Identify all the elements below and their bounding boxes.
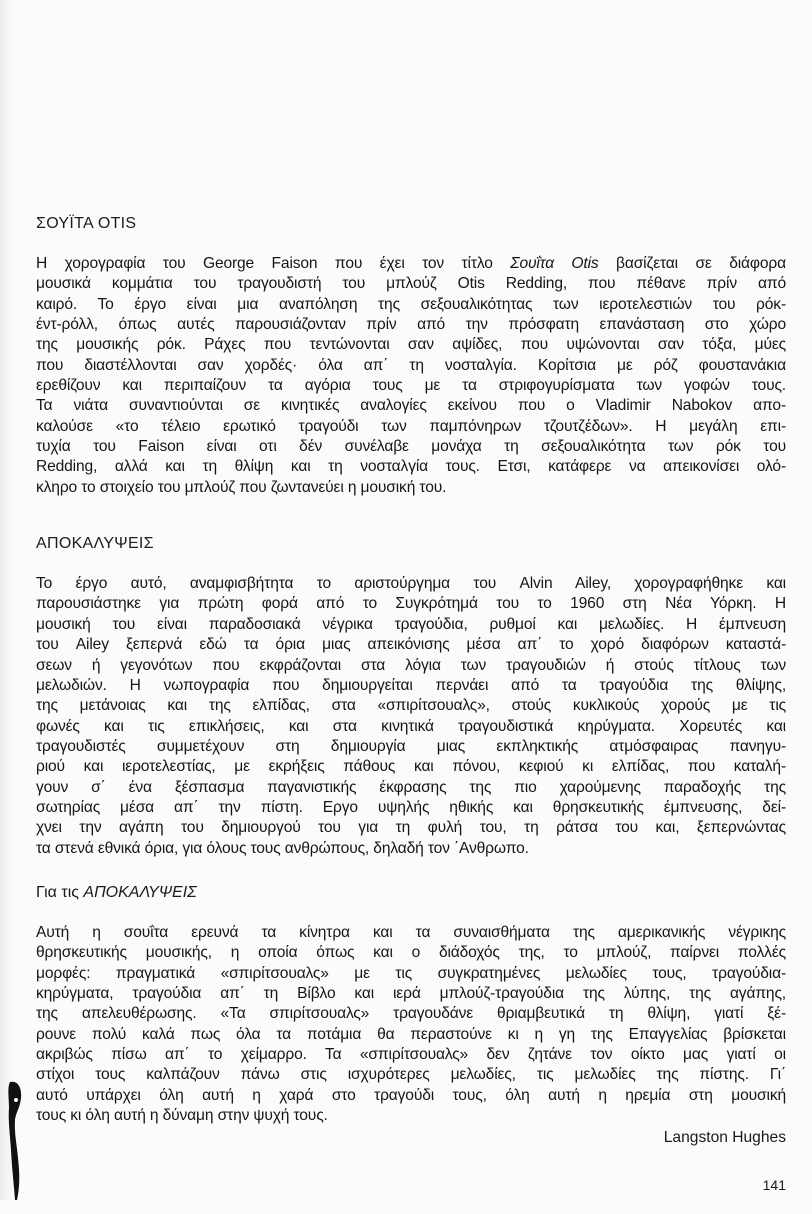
subsection-heading-gia-tis-apokalypseis (36, 883, 786, 903)
text-line: της απελευθέρωσης. «Τα σπιρίτσουαλς» τραγουδάνε θριαμβευτικά τη θλίψη, γιατί ξέ- (36, 1005, 786, 1023)
work-title-italic: Σουΐτα Otis (510, 255, 599, 272)
paragraph-apokalypseis (36, 574, 786, 859)
text-line: μορφές: πραγματικά «σπιρίτσουαλς» με τις συγκρατημένες μελωδίες τους, τραγούδια- (36, 964, 786, 982)
text-line: θρησκευτικής μουσικής, η οποία όπως και ο διάδοχός της, το μπλούζ, παίρνει πολλές (36, 944, 786, 962)
text-fragment: Η χορογραφία του George Faison που έχει τον τίτλο (36, 255, 511, 272)
text-line: παρουσιάστηκε για πρώτη φορά από το Συγκρότημά του το 1960 στη Νέα Υόρκη. Η (36, 595, 786, 613)
quote-attribution: Langston Hughes (663, 1129, 786, 1147)
text-line: ρουνε πολύ καλά πως όλα τα ποτάμια θα περαστούνε κι η γη της Επαγγελίας βρίσκεται (36, 1025, 786, 1043)
text-line: καλούσε «το τέλειο ερωτικό τραγούδι των παμπόνηρων τζουτζέδων». Η μεγάλη επι- (36, 417, 786, 435)
text-line: σεων ή γεγονότων που εκφράζονται στα λόγια των τραγουδιών ή στούς τίτλους των (36, 656, 786, 674)
text-line: Αυτή η σουΐτα ερευνά τα κίνητρα και τα συναισθήματα της αμερικανικής νέγρικης (36, 923, 786, 941)
text-line: τα στενά εθνικά όρια, για όλους τους ανθρώπους, δηλαδή τον ΄Ανθρωπο. (36, 839, 529, 857)
text-line: της μετάνοιας και της ελπίδας, στα «σπιρίτσουαλς», στούς κυκλικούς χορούς με τις (36, 697, 786, 715)
text-line: μουσικά κομμάτια του τραγουδιστή του μπλούζ Otis Redding, που πέθανε πρίν από (36, 275, 786, 293)
text-line: αυτό υπάρχει όλη αυτή η χαρά στο τραγούδι τους, όλη αυτή η ηρεμία στη μουσική (36, 1086, 786, 1104)
text-line: ριού και ιεροτελεστίας, με εκρήξεις πάθους και πόνου, κεφιού κι ελπίδας, που καταλή- (36, 758, 786, 776)
text-line: κηρύγματα, τραγούδια απ΄ τη Βίβλο και ιερά μπλούζ-τραγούδια της λύπης, της αγάπης, (36, 984, 786, 1002)
text-line: Τα νιάτα συναντιούνται σε κινητικές αναλογίες εκείνου που ο Vladimir Nabokov απο- (36, 397, 786, 415)
paragraph-souita-otis (36, 254, 786, 498)
text-line: στίχοι τους καλπάζουν πάνω στις ισχυρότερες μελωδίες, τις μελωδίες της πίστης. Γι΄ (36, 1066, 786, 1084)
text-line: έντ-ρόλλ, όπως αυτές παρουσιάζονταν πρίν από την πρόσφατη επανάσταση στο χώρο (36, 316, 786, 334)
document-body (36, 0, 786, 1214)
paragraph-langston-hughes-quote (36, 923, 786, 1126)
text-line: τους κι όλη αυτή η δύναμη στην ψυχή τους. (36, 1107, 328, 1125)
text-line: σωτηρίας μέσα απ΄ την πίστη. Εργο υψηλής ηθικής και θρησκευτικής έμπνευσης, δεί- (36, 798, 786, 816)
subsection-heading-prefix: Για τις (36, 883, 84, 901)
text-line: Το έργο αυτό, αναμφισβήτητα το αριστούργημα του Alvin Ailey, χορογραφήθηκε και (36, 575, 786, 593)
text-fragment: βασίζεται σε διάφορα (598, 255, 786, 272)
text-line: φωνές και τις επικλήσεις, και στα κινητικά τραγουδιστικά κηρύγματα. Χορευτές και (36, 717, 786, 735)
text-line: μουσική του είναι παραδοσιακά νέγρικα τραγούδια, ρυθμοί και μελωδίες. Η έμπνευση (36, 615, 786, 633)
section-heading-apokalypseis: ΑΠΟΚΑΛΥΨΕΙΣ (36, 535, 154, 553)
text-line: μελωδιών. Η νωπογραφία που δημιουργείται περνάει από τα τραγούδια της θλίψης, (36, 676, 786, 694)
text-line: ακριβώς πίσω απ΄ το χείμαρρο. Τα «σπιρίτσουαλς» δεν ζητάνε τον οίκτο μας γιατί οι (36, 1046, 786, 1063)
text-line: που διαστέλλονται σαν χορδές· όλα απ΄ τη νοσταλγία. Κορίτσια με ρόζ φουστανάκια (36, 356, 786, 374)
text-line: καιρό. Το έργο είναι μια αναπόληση της σεξουαλικότητας των ιεροτελεστιών του ρόκ- (36, 295, 786, 313)
subsection-heading-title: ΑΠΟΚΑΛΥΨΕΙΣ (83, 883, 197, 901)
text-line: της μουσικής ρόκ. Ράχες που τεντώνονται σαν αψίδες, που υψώνονται σαν τόξα, μύες (36, 336, 786, 354)
text-line: γουν σ΄ ένα ξέσπασμα παγανιστικής έκφρασης της πιο χαρούμενης παραδοχής της (36, 778, 786, 796)
page-number: 141 (762, 1177, 786, 1194)
page-edge-shadow (0, 0, 14, 1200)
text-line (36, 254, 786, 274)
text-line: τυχία του Faison είναι οτι δέν συνέλαβε μονάχα τη σεξουαλικότητα των ρόκ του (36, 438, 786, 456)
text-line: χνει την αγάπη του δημιουργού του για τη φυλή του, τη ράτσα του και, ξεπερνώντας (36, 819, 786, 837)
text-line: ερεθίζουν και περιπαίζουν τα αγόρια τους με τα στριφογυρίσματα των γοφών τους. (36, 377, 786, 395)
text-line: του Ailey ξεπερνά εδώ τα όρια μιας απεικόνισης μέσα απ΄ το χορό διαφόρων καταστά- (36, 636, 786, 654)
ink-smudge-mark (6, 1080, 28, 1200)
text-line: τραγουδιστές συμμετέχουν στη δημιουργία μιας εκπληκτικής ατμόσφαιρας πανηγυ- (36, 737, 786, 755)
text-line: κληρο το στοιχείο του μπλούζ που ζωντανεύει η μουσική του. (36, 478, 447, 496)
section-heading-souita-otis: ΣΟΥΪΤΑ OTIS (36, 215, 137, 232)
text-line: Redding, αλλά και τη θλίψη και τη νοσταλγία τους. Ετσι, κατάφερε να απεικονίσει ολό- (36, 458, 786, 476)
